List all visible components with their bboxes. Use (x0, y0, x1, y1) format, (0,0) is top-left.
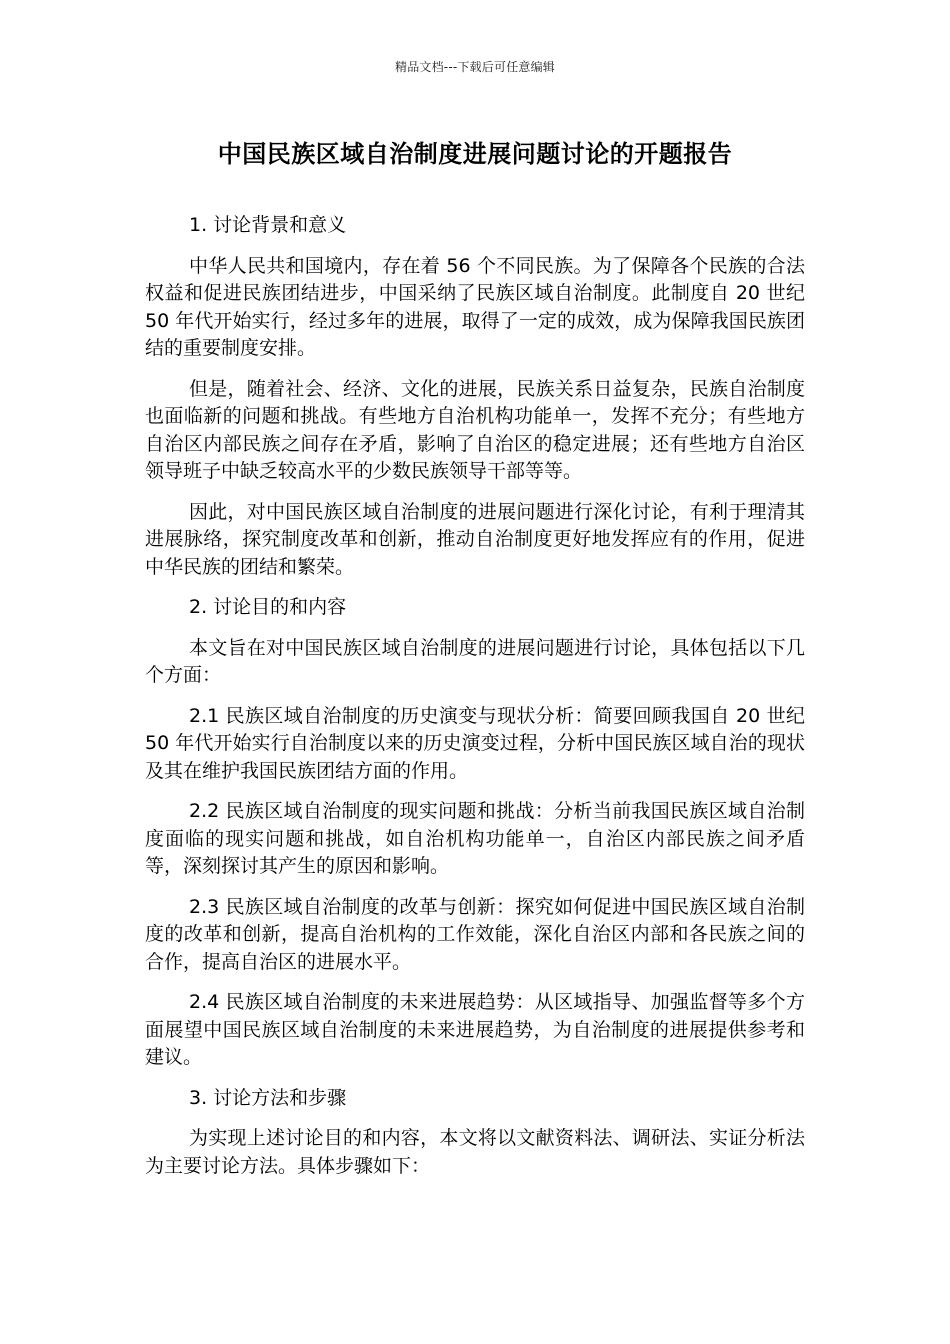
paragraph: 为实现上述讨论目的和内容，本文将以文献资料法、调研法、实证分析法为主要讨论方法。具体步骤如下： (145, 1127, 805, 1177)
paragraph: 2.1 民族区域自治制度的历史演变与现状分析：简要回顾我国自 20 世纪 50 年代开始实行自治制度以来的历史演变过程，分析中国民族区域自治的现状及其在维护我国民族团结方面的作用。 (145, 704, 805, 782)
paragraph: 因此，对中国民族区域自治制度的进展问题进行深化讨论，有利于理清其进展脉络，探究制度改革和创新，推动自治制度更好地发挥应有的作用，促进中华民族的团结和繁荣。 (145, 500, 805, 578)
paragraph: 本文旨在对中国民族区域自治制度的进展问题进行讨论，具体包括以下几个方面： (145, 636, 805, 686)
paragraph: 但是，随着社会、经济、文化的进展，民族关系日益复杂，民族自治制度也面临新的问题和挑战。有些地方自治机构功能单一，发挥不充分；有些地方自治区内部民族之间存在矛盾，影响了自治区的稳定进展；还有些地方自治区领导班子中缺乏较高水平的少数民族领导干部等等。 (145, 377, 805, 482)
paragraph: 2.3 民族区域自治制度的改革与创新：探究如何促进中国民族区域自治制度的改革和创新，提高自治机构的工作效能，深化自治区内部和各民族之间的合作，提高自治区的进展水平。 (145, 895, 805, 973)
section-heading: 2. 讨论目的和内容 (189, 596, 347, 618)
document-title: 中国民族区域自治制度进展问题讨论的开题报告 (217, 140, 733, 168)
paragraph: 2.2 民族区域自治制度的现实问题和挑战：分析当前我国民族区域自治制度面临的现实问题和挑战，如自治机构功能单一，自治区内部民族之间矛盾等，深刻探讨其产生的原因和影响。 (145, 800, 805, 877)
paragraph: 2.4 民族区域自治制度的未来进展趋势：从区域指导、加强监督等多个方面展望中国民族区域自治制度的未来进展趋势，为自治制度的进展提供参考和建议。 (145, 991, 805, 1068)
section-heading: 3. 讨论方法和步骤 (189, 1086, 347, 1109)
paragraph: 中华人民共和国境内，存在着 56 个不同民族。为了保障各个民族的合法权益和促进民族团结进步，中国采纳了民族区域自治制度。此制度自 20 世纪 50 年代开始实行，经过多年的进展，取得了一定的成效，成为保障我国民族团结的重要制度安排。 (145, 254, 805, 359)
section-heading: 1. 讨论背景和意义 (189, 214, 347, 236)
header-note: 精品文档---下载后可任意编辑 (395, 60, 555, 74)
document-body (145, 212, 805, 1193)
